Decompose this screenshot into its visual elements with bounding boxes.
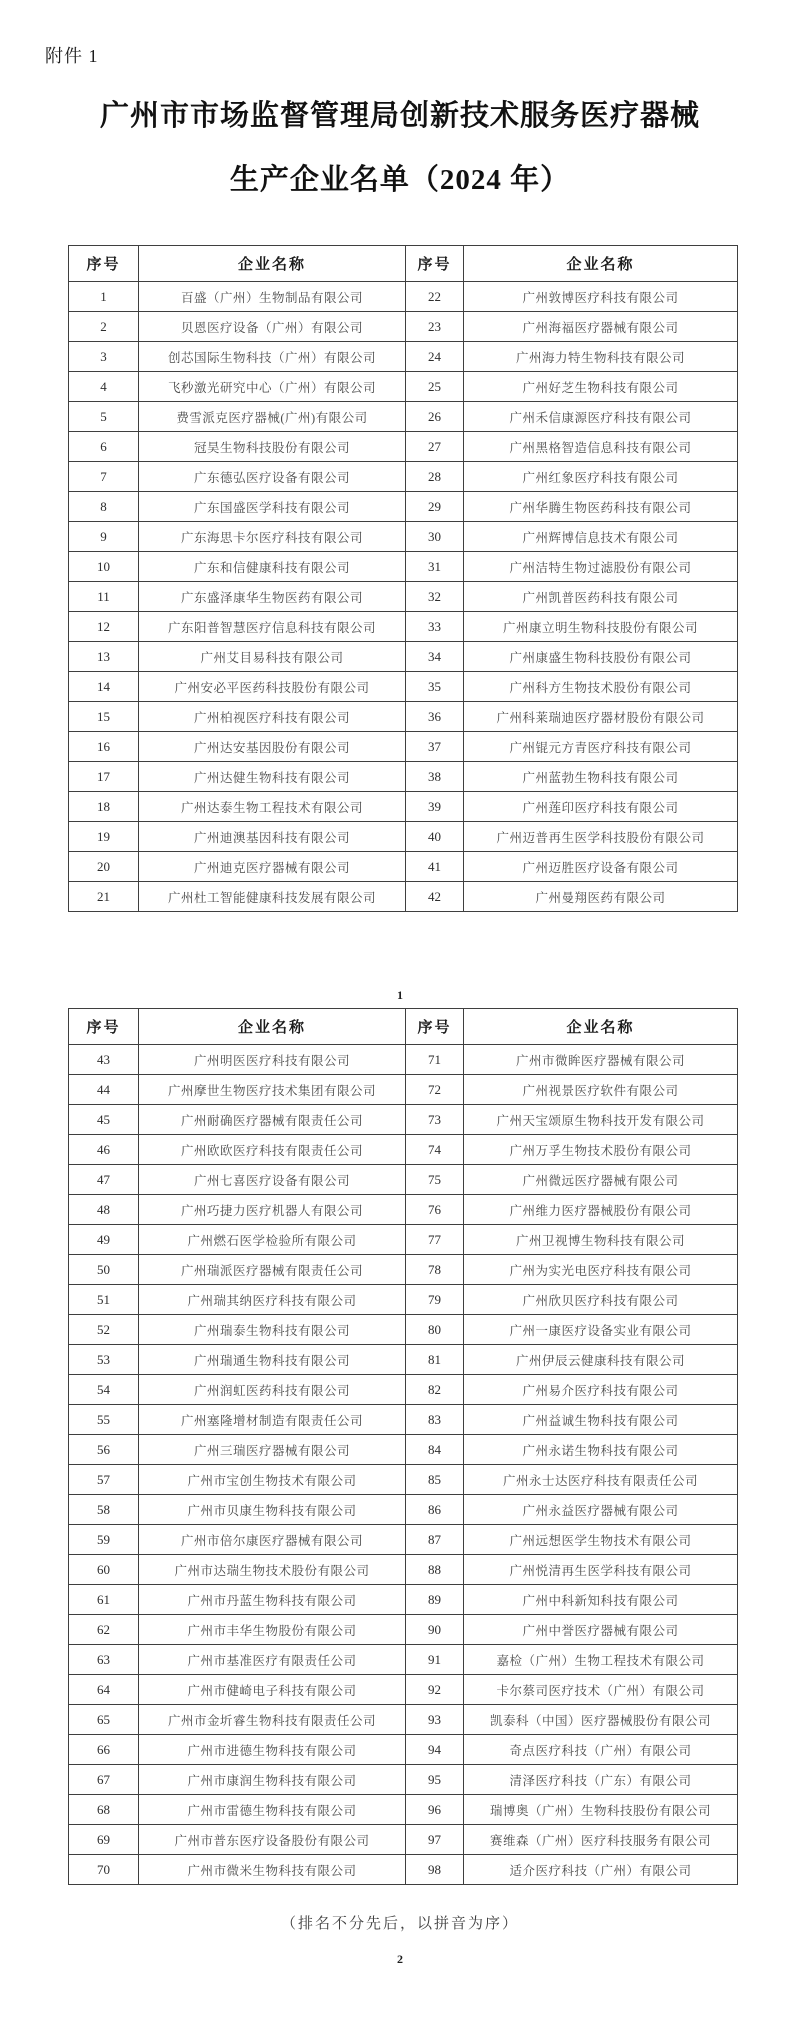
table-row xyxy=(69,1165,738,1195)
company-name-cell: 广州市健崎电子科技有限公司 xyxy=(139,1675,406,1705)
company-name-cell: 广州润虹医药科技有限公司 xyxy=(139,1375,406,1405)
index-cell: 67 xyxy=(69,1765,139,1795)
index-cell: 40 xyxy=(406,822,464,852)
table-header-row xyxy=(69,1009,738,1045)
companies-table-page1 xyxy=(68,245,738,912)
company-name-cell: 广州悦清再生医学科技有限公司 xyxy=(464,1555,738,1585)
company-name-cell: 广州维力医疗器械股份有限公司 xyxy=(464,1195,738,1225)
table-row xyxy=(69,282,738,312)
table-row xyxy=(69,1195,738,1225)
index-cell: 3 xyxy=(69,342,139,372)
index-cell: 53 xyxy=(69,1345,139,1375)
company-name-cell: 嘉检（广州）生物工程技术有限公司 xyxy=(464,1645,738,1675)
index-cell: 43 xyxy=(69,1045,139,1075)
index-cell: 33 xyxy=(406,612,464,642)
index-cell: 22 xyxy=(406,282,464,312)
table-row xyxy=(69,1525,738,1555)
company-name-cell: 广州市宝创生物技术有限公司 xyxy=(139,1465,406,1495)
index-cell: 90 xyxy=(406,1615,464,1645)
index-cell: 94 xyxy=(406,1735,464,1765)
index-cell: 47 xyxy=(69,1165,139,1195)
table-row xyxy=(69,1225,738,1255)
index-cell: 74 xyxy=(406,1135,464,1165)
table-row xyxy=(69,372,738,402)
index-cell: 37 xyxy=(406,732,464,762)
table-row xyxy=(69,1735,738,1765)
table-row xyxy=(69,1705,738,1735)
company-name-cell: 广州视景医疗软件有限公司 xyxy=(464,1075,738,1105)
company-name-cell: 广州锟元方青医疗科技有限公司 xyxy=(464,732,738,762)
company-name-cell: 广州耐确医疗器械有限责任公司 xyxy=(139,1105,406,1135)
index-cell: 55 xyxy=(69,1405,139,1435)
company-name-cell: 广州辉博信息技术有限公司 xyxy=(464,522,738,552)
company-name-cell: 广东国盛医学科技有限公司 xyxy=(139,492,406,522)
company-name-cell: 百盛（广州）生物制品有限公司 xyxy=(139,282,406,312)
company-header: 企业名称 xyxy=(139,1009,406,1045)
table-row xyxy=(69,1465,738,1495)
table-row xyxy=(69,1135,738,1165)
index-cell: 41 xyxy=(406,852,464,882)
table-row xyxy=(69,1555,738,1585)
company-name-cell: 广州瑞派医疗器械有限责任公司 xyxy=(139,1255,406,1285)
page-title-line1: 广州市市场监督管理局创新技术服务医疗器械 xyxy=(99,100,700,132)
index-cell: 16 xyxy=(69,732,139,762)
index-header: 序号 xyxy=(69,1009,139,1045)
table-row xyxy=(69,642,738,672)
index-cell: 64 xyxy=(69,1675,139,1705)
index-cell: 60 xyxy=(69,1555,139,1585)
index-cell: 87 xyxy=(406,1525,464,1555)
company-name-cell: 广州三瑞医疗器械有限公司 xyxy=(139,1435,406,1465)
company-name-cell: 广州市贝康生物科技有限公司 xyxy=(139,1495,406,1525)
company-name-cell: 广州市康润生物科技有限公司 xyxy=(139,1765,406,1795)
index-cell: 89 xyxy=(406,1585,464,1615)
company-name-cell: 广州巧捷力医疗机器人有限公司 xyxy=(139,1195,406,1225)
company-name-cell: 广州市基准医疗有限责任公司 xyxy=(139,1645,406,1675)
company-name-cell: 广州永益医疗器械有限公司 xyxy=(464,1495,738,1525)
page-number-1: 1 xyxy=(397,988,403,1002)
table-row xyxy=(69,1105,738,1135)
table-row xyxy=(69,1795,738,1825)
company-name-cell: 广州达泰生物工程技术有限公司 xyxy=(139,792,406,822)
company-name-cell: 广州迈普再生医学科技股份有限公司 xyxy=(464,822,738,852)
company-name-cell: 广州迪澳基因科技有限公司 xyxy=(139,822,406,852)
index-cell: 75 xyxy=(406,1165,464,1195)
company-name-cell: 广州安必平医药科技股份有限公司 xyxy=(139,672,406,702)
company-name-cell: 广州达健生物科技有限公司 xyxy=(139,762,406,792)
index-cell: 50 xyxy=(69,1255,139,1285)
table-row xyxy=(69,1075,738,1105)
table-header-row xyxy=(69,246,738,282)
index-cell: 32 xyxy=(406,582,464,612)
index-cell: 58 xyxy=(69,1495,139,1525)
index-cell: 39 xyxy=(406,792,464,822)
index-header: 序号 xyxy=(406,246,464,282)
index-cell: 73 xyxy=(406,1105,464,1135)
index-cell: 57 xyxy=(69,1465,139,1495)
company-name-cell: 广州市丹蓝生物科技有限公司 xyxy=(139,1585,406,1615)
table-row xyxy=(69,882,738,912)
table-row xyxy=(69,582,738,612)
page-number-2: 2 xyxy=(397,1952,403,1966)
index-cell: 4 xyxy=(69,372,139,402)
table-row xyxy=(69,312,738,342)
index-cell: 42 xyxy=(406,882,464,912)
index-cell: 70 xyxy=(69,1855,139,1885)
index-cell: 25 xyxy=(406,372,464,402)
index-cell: 2 xyxy=(69,312,139,342)
index-cell: 96 xyxy=(406,1795,464,1825)
index-cell: 13 xyxy=(69,642,139,672)
table-row xyxy=(69,1435,738,1465)
index-cell: 5 xyxy=(69,402,139,432)
footer-note: （排名不分先后，以拼音为序） xyxy=(280,1916,519,1932)
company-name-cell: 卡尔蔡司医疗技术（广州）有限公司 xyxy=(464,1675,738,1705)
company-name-cell: 广州迪克医疗器械有限公司 xyxy=(139,852,406,882)
index-cell: 28 xyxy=(406,462,464,492)
index-cell: 19 xyxy=(69,822,139,852)
index-cell: 14 xyxy=(69,672,139,702)
company-name-cell: 广州瑞泰生物科技有限公司 xyxy=(139,1315,406,1345)
company-name-cell: 广州海福医疗器械有限公司 xyxy=(464,312,738,342)
index-cell: 78 xyxy=(406,1255,464,1285)
company-name-cell: 广州永诺生物科技有限公司 xyxy=(464,1435,738,1465)
index-cell: 20 xyxy=(69,852,139,882)
company-name-cell: 广州为实光电医疗科技有限公司 xyxy=(464,1255,738,1285)
index-header: 序号 xyxy=(69,246,139,282)
index-cell: 31 xyxy=(406,552,464,582)
company-name-cell: 广州敦博医疗科技有限公司 xyxy=(464,282,738,312)
index-cell: 49 xyxy=(69,1225,139,1255)
company-name-cell: 广东盛泽康华生物医药有限公司 xyxy=(139,582,406,612)
table-row xyxy=(69,732,738,762)
company-name-cell: 广州科方生物技术股份有限公司 xyxy=(464,672,738,702)
page-title-line2: 生产企业名单（2024 年） xyxy=(229,164,571,196)
index-cell: 69 xyxy=(69,1825,139,1855)
company-name-cell: 广州市进德生物科技有限公司 xyxy=(139,1735,406,1765)
company-name-cell: 广州一康医疗设备实业有限公司 xyxy=(464,1315,738,1345)
table-row xyxy=(69,1405,738,1435)
table-row xyxy=(69,1495,738,1525)
table-row xyxy=(69,1675,738,1705)
company-name-cell: 广州杜工智能健康科技发展有限公司 xyxy=(139,882,406,912)
company-name-cell: 广州柏视医疗科技有限公司 xyxy=(139,702,406,732)
company-name-cell: 广州蓝勃生物科技有限公司 xyxy=(464,762,738,792)
table-row xyxy=(69,1585,738,1615)
company-name-cell: 广州永士达医疗科技有限责任公司 xyxy=(464,1465,738,1495)
index-cell: 29 xyxy=(406,492,464,522)
index-cell: 95 xyxy=(406,1765,464,1795)
table-row xyxy=(69,432,738,462)
company-name-cell: 广州瑞通生物科技有限公司 xyxy=(139,1345,406,1375)
company-header: 企业名称 xyxy=(464,246,738,282)
index-cell: 79 xyxy=(406,1285,464,1315)
index-cell: 10 xyxy=(69,552,139,582)
table-row xyxy=(69,492,738,522)
company-name-cell: 广州天宝颂原生物科技开发有限公司 xyxy=(464,1105,738,1135)
index-cell: 7 xyxy=(69,462,139,492)
table-row xyxy=(69,792,738,822)
company-name-cell: 广州凯普医药科技有限公司 xyxy=(464,582,738,612)
company-name-cell: 广州摩世生物医疗技术集团有限公司 xyxy=(139,1075,406,1105)
company-name-cell: 广州市达瑞生物技术股份有限公司 xyxy=(139,1555,406,1585)
index-cell: 54 xyxy=(69,1375,139,1405)
index-cell: 56 xyxy=(69,1435,139,1465)
index-cell: 23 xyxy=(406,312,464,342)
company-name-cell: 广州黑格智造信息科技有限公司 xyxy=(464,432,738,462)
company-name-cell: 广州明医医疗科技有限公司 xyxy=(139,1045,406,1075)
index-cell: 8 xyxy=(69,492,139,522)
index-cell: 18 xyxy=(69,792,139,822)
company-name-cell: 广州科莱瑞迪医疗器材股份有限公司 xyxy=(464,702,738,732)
index-cell: 77 xyxy=(406,1225,464,1255)
company-name-cell: 广州中誉医疗器械有限公司 xyxy=(464,1615,738,1645)
index-cell: 68 xyxy=(69,1795,139,1825)
company-name-cell: 广州达安基因股份有限公司 xyxy=(139,732,406,762)
index-cell: 86 xyxy=(406,1495,464,1525)
table-row xyxy=(69,1255,738,1285)
index-cell: 80 xyxy=(406,1315,464,1345)
company-name-cell: 广州好芝生物科技有限公司 xyxy=(464,372,738,402)
table-row xyxy=(69,1375,738,1405)
index-cell: 83 xyxy=(406,1405,464,1435)
table-row xyxy=(69,522,738,552)
index-cell: 93 xyxy=(406,1705,464,1735)
index-cell: 91 xyxy=(406,1645,464,1675)
index-cell: 66 xyxy=(69,1735,139,1765)
index-cell: 9 xyxy=(69,522,139,552)
table-row xyxy=(69,342,738,372)
table-row xyxy=(69,612,738,642)
table-row xyxy=(69,1315,738,1345)
index-cell: 85 xyxy=(406,1465,464,1495)
company-name-cell: 广州曼翔医药有限公司 xyxy=(464,882,738,912)
company-name-cell: 广州伊辰云健康科技有限公司 xyxy=(464,1345,738,1375)
index-cell: 27 xyxy=(406,432,464,462)
company-name-cell: 广州微远医疗器械有限公司 xyxy=(464,1165,738,1195)
company-name-cell: 广州市微米生物科技有限公司 xyxy=(139,1855,406,1885)
company-name-cell: 广州欣贝医疗科技有限公司 xyxy=(464,1285,738,1315)
company-name-cell: 费雪派克医疗器械(广州)有限公司 xyxy=(139,402,406,432)
company-name-cell: 广州康立明生物科技股份有限公司 xyxy=(464,612,738,642)
attachment-label: 附件 1 xyxy=(45,46,99,66)
index-cell: 45 xyxy=(69,1105,139,1135)
company-name-cell: 广东和信健康科技有限公司 xyxy=(139,552,406,582)
company-name-cell: 广州中科新知科技有限公司 xyxy=(464,1585,738,1615)
index-cell: 52 xyxy=(69,1315,139,1345)
company-name-cell: 创芯国际生物科技（广州）有限公司 xyxy=(139,342,406,372)
company-name-cell: 奇点医疗科技（广州）有限公司 xyxy=(464,1735,738,1765)
company-name-cell: 广州市倍尔康医疗器械有限公司 xyxy=(139,1525,406,1555)
company-name-cell: 广州易介医疗科技有限公司 xyxy=(464,1375,738,1405)
index-cell: 15 xyxy=(69,702,139,732)
company-name-cell: 广州七喜医疗设备有限公司 xyxy=(139,1165,406,1195)
company-name-cell: 广州燃石医学检验所有限公司 xyxy=(139,1225,406,1255)
company-header: 企业名称 xyxy=(139,246,406,282)
company-name-cell: 广州迈胜医疗设备有限公司 xyxy=(464,852,738,882)
company-name-cell: 飞秒激光研究中心（广州）有限公司 xyxy=(139,372,406,402)
company-name-cell: 广州卫视博生物科技有限公司 xyxy=(464,1225,738,1255)
company-name-cell: 广州市丰华生物股份有限公司 xyxy=(139,1615,406,1645)
table-row xyxy=(69,1615,738,1645)
table-row xyxy=(69,552,738,582)
table-row xyxy=(69,1645,738,1675)
index-cell: 44 xyxy=(69,1075,139,1105)
index-cell: 71 xyxy=(406,1045,464,1075)
company-name-cell: 广州塞隆增材制造有限责任公司 xyxy=(139,1405,406,1435)
company-name-cell: 清泽医疗科技（广东）有限公司 xyxy=(464,1765,738,1795)
table-row xyxy=(69,1825,738,1855)
company-name-cell: 广州海力特生物科技有限公司 xyxy=(464,342,738,372)
company-name-cell: 广州市金圻睿生物科技有限责任公司 xyxy=(139,1705,406,1735)
table-row xyxy=(69,462,738,492)
index-cell: 36 xyxy=(406,702,464,732)
index-cell: 11 xyxy=(69,582,139,612)
table-row xyxy=(69,1045,738,1075)
company-name-cell: 广州益诚生物科技有限公司 xyxy=(464,1405,738,1435)
index-cell: 21 xyxy=(69,882,139,912)
page-title xyxy=(0,84,800,212)
index-cell: 61 xyxy=(69,1585,139,1615)
index-cell: 38 xyxy=(406,762,464,792)
company-name-cell: 广州市普东医疗设备股份有限公司 xyxy=(139,1825,406,1855)
index-cell: 81 xyxy=(406,1345,464,1375)
table-row xyxy=(69,702,738,732)
company-name-cell: 广州华腾生物医药科技有限公司 xyxy=(464,492,738,522)
index-cell: 92 xyxy=(406,1675,464,1705)
index-cell: 63 xyxy=(69,1645,139,1675)
company-name-cell: 广州欧欧医疗科技有限责任公司 xyxy=(139,1135,406,1165)
table-row xyxy=(69,852,738,882)
index-cell: 98 xyxy=(406,1855,464,1885)
index-cell: 48 xyxy=(69,1195,139,1225)
company-name-cell: 广东海思卡尔医疗科技有限公司 xyxy=(139,522,406,552)
index-cell: 62 xyxy=(69,1615,139,1645)
table-row xyxy=(69,1285,738,1315)
company-name-cell: 广东阳普智慧医疗信息科技有限公司 xyxy=(139,612,406,642)
companies-table-page2 xyxy=(68,1008,738,1885)
table-row xyxy=(69,1345,738,1375)
company-name-cell: 冠昊生物科技股份有限公司 xyxy=(139,432,406,462)
table-row xyxy=(69,1855,738,1885)
company-name-cell: 贝恩医疗设备（广州）有限公司 xyxy=(139,312,406,342)
table-row xyxy=(69,672,738,702)
company-name-cell: 凯泰科（中国）医疗器械股份有限公司 xyxy=(464,1705,738,1735)
table-row xyxy=(69,1765,738,1795)
index-cell: 84 xyxy=(406,1435,464,1465)
index-cell: 34 xyxy=(406,642,464,672)
company-name-cell: 广州艾目易科技有限公司 xyxy=(139,642,406,672)
index-cell: 51 xyxy=(69,1285,139,1315)
company-name-cell: 瑞博奥（广州）生物科技股份有限公司 xyxy=(464,1795,738,1825)
table-row xyxy=(69,762,738,792)
company-name-cell: 广州市微眸医疗器械有限公司 xyxy=(464,1045,738,1075)
company-name-cell: 广东德弘医疗设备有限公司 xyxy=(139,462,406,492)
table-row xyxy=(69,402,738,432)
table-row xyxy=(69,822,738,852)
index-cell: 6 xyxy=(69,432,139,462)
company-name-cell: 广州市雷德生物科技有限公司 xyxy=(139,1795,406,1825)
index-cell: 26 xyxy=(406,402,464,432)
index-cell: 30 xyxy=(406,522,464,552)
index-cell: 35 xyxy=(406,672,464,702)
company-name-cell: 广州莲印医疗科技有限公司 xyxy=(464,792,738,822)
index-cell: 24 xyxy=(406,342,464,372)
index-header: 序号 xyxy=(406,1009,464,1045)
company-name-cell: 适介医疗科技（广州）有限公司 xyxy=(464,1855,738,1885)
index-cell: 65 xyxy=(69,1705,139,1735)
company-name-cell: 广州康盛生物科技股份有限公司 xyxy=(464,642,738,672)
index-cell: 12 xyxy=(69,612,139,642)
company-name-cell: 广州禾信康源医疗科技有限公司 xyxy=(464,402,738,432)
index-cell: 59 xyxy=(69,1525,139,1555)
company-header: 企业名称 xyxy=(464,1009,738,1045)
company-name-cell: 广州洁特生物过滤股份有限公司 xyxy=(464,552,738,582)
company-name-cell: 广州瑞其纳医疗科技有限公司 xyxy=(139,1285,406,1315)
company-name-cell: 广州远想医学生物技术有限公司 xyxy=(464,1525,738,1555)
index-cell: 82 xyxy=(406,1375,464,1405)
index-cell: 76 xyxy=(406,1195,464,1225)
company-name-cell: 广州万孚生物技术股份有限公司 xyxy=(464,1135,738,1165)
index-cell: 97 xyxy=(406,1825,464,1855)
company-name-cell: 赛维森（广州）医疗科技服务有限公司 xyxy=(464,1825,738,1855)
index-cell: 1 xyxy=(69,282,139,312)
company-name-cell: 广州红象医疗科技有限公司 xyxy=(464,462,738,492)
index-cell: 17 xyxy=(69,762,139,792)
index-cell: 88 xyxy=(406,1555,464,1585)
index-cell: 46 xyxy=(69,1135,139,1165)
index-cell: 72 xyxy=(406,1075,464,1105)
